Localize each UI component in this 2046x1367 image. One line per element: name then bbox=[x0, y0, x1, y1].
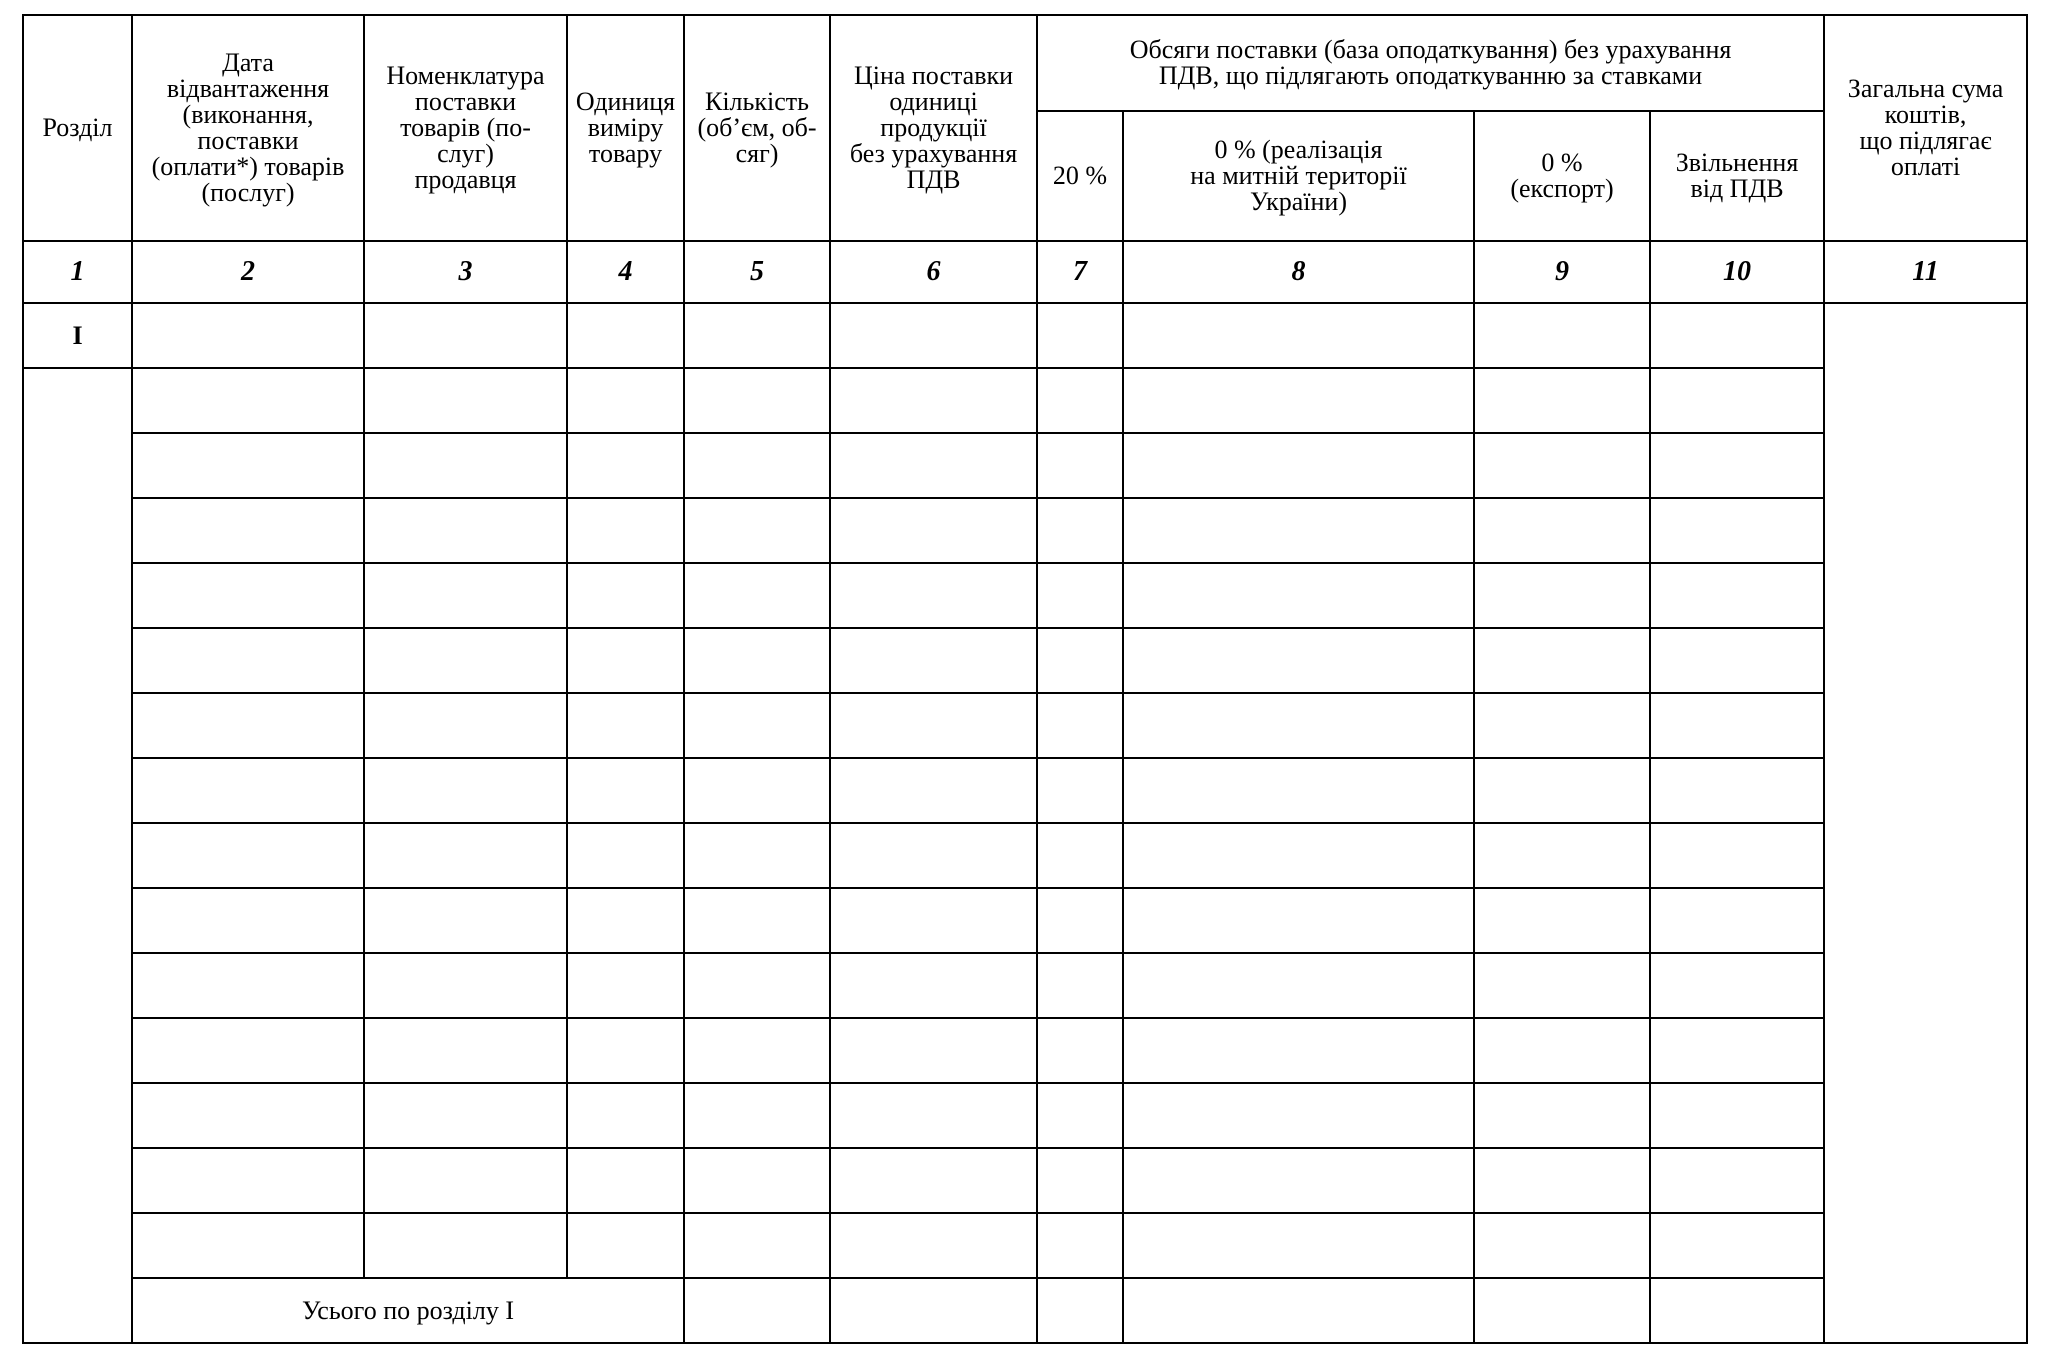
column-number: 11 bbox=[1824, 241, 2027, 303]
table-cell[interactable] bbox=[830, 1018, 1037, 1083]
table-cell[interactable] bbox=[1037, 758, 1123, 823]
table-row bbox=[23, 1018, 2027, 1083]
table-cell[interactable] bbox=[1123, 1148, 1474, 1213]
header-row-top bbox=[23, 15, 2027, 111]
header-stavka-20: 20 % bbox=[1037, 111, 1123, 241]
table-cell[interactable] bbox=[1474, 368, 1650, 433]
table-cell[interactable] bbox=[1037, 1148, 1123, 1213]
table-cell[interactable] bbox=[567, 758, 684, 823]
table-cell[interactable] bbox=[1037, 1018, 1123, 1083]
table-cell[interactable] bbox=[132, 303, 364, 368]
column-number: 3 bbox=[364, 241, 567, 303]
table-cell[interactable] bbox=[567, 1148, 684, 1213]
table-cell[interactable] bbox=[364, 628, 567, 693]
table-cell[interactable] bbox=[1037, 498, 1123, 563]
table-cell[interactable] bbox=[132, 953, 364, 1018]
table-cell[interactable] bbox=[1037, 628, 1123, 693]
table-cell[interactable] bbox=[1650, 563, 1824, 628]
table-cell[interactable] bbox=[567, 1083, 684, 1148]
table-cell[interactable] bbox=[830, 758, 1037, 823]
table-cell[interactable] bbox=[567, 693, 684, 758]
column-number: 10 bbox=[1650, 241, 1824, 303]
table-cell[interactable] bbox=[364, 1018, 567, 1083]
table-cell[interactable] bbox=[1123, 433, 1474, 498]
table-cell[interactable] bbox=[364, 758, 567, 823]
table-cell[interactable] bbox=[567, 563, 684, 628]
column-number-row bbox=[23, 241, 2027, 303]
table-cell[interactable] bbox=[1474, 303, 1650, 368]
table-cell[interactable] bbox=[1037, 823, 1123, 888]
document-table-wrapper bbox=[22, 14, 2026, 1344]
table-cell[interactable] bbox=[132, 693, 364, 758]
total-label: Усього по розділу I bbox=[132, 1278, 684, 1343]
table-cell[interactable] bbox=[830, 498, 1037, 563]
table-row bbox=[23, 433, 2027, 498]
table-cell[interactable] bbox=[567, 498, 684, 563]
table-cell[interactable] bbox=[830, 368, 1037, 433]
column-number: 7 bbox=[1037, 241, 1123, 303]
section-row bbox=[23, 303, 2027, 368]
table-cell[interactable] bbox=[364, 1213, 567, 1278]
table-cell[interactable] bbox=[1123, 628, 1474, 693]
header-tsina: Ціна поставки одиниці продукції без урахування ПДВ bbox=[830, 15, 1037, 241]
table-cell[interactable] bbox=[684, 303, 830, 368]
table-cell[interactable] bbox=[1037, 693, 1123, 758]
tax-invoice-table bbox=[22, 14, 2028, 1344]
table-cell[interactable] bbox=[684, 823, 830, 888]
table-cell[interactable] bbox=[830, 1083, 1037, 1148]
table-row bbox=[23, 563, 2027, 628]
table-cell[interactable] bbox=[1123, 693, 1474, 758]
header-stavka-0-eksport: 0 % (експорт) bbox=[1474, 111, 1650, 241]
table-cell[interactable] bbox=[1474, 498, 1650, 563]
header-odynytsia: Одиниця виміру товару bbox=[567, 15, 684, 241]
table-cell[interactable] bbox=[132, 1148, 364, 1213]
section-label: I bbox=[23, 303, 132, 368]
table-cell[interactable] bbox=[1037, 563, 1123, 628]
column-number: 1 bbox=[23, 241, 132, 303]
table-cell[interactable] bbox=[830, 433, 1037, 498]
table-cell[interactable] bbox=[1474, 888, 1650, 953]
table-cell[interactable] bbox=[132, 823, 364, 888]
table-cell[interactable] bbox=[567, 303, 684, 368]
header-kilkist: Кількість (об’єм, об- сяг) bbox=[684, 15, 830, 241]
column-number: 6 bbox=[830, 241, 1037, 303]
table-cell[interactable] bbox=[1650, 888, 1824, 953]
table-cell[interactable] bbox=[1474, 823, 1650, 888]
table-cell[interactable] bbox=[1650, 303, 1824, 368]
table-cell[interactable] bbox=[1474, 628, 1650, 693]
table-cell[interactable] bbox=[1037, 953, 1123, 1018]
table-cell[interactable] bbox=[1037, 1213, 1123, 1278]
table-cell[interactable] bbox=[1123, 1278, 1474, 1343]
table-cell[interactable] bbox=[567, 368, 684, 433]
table-row bbox=[23, 758, 2027, 823]
table-cell[interactable] bbox=[1650, 498, 1824, 563]
header-data: Дата відвантаження (виконання, поставки (оплати*) товарів (послуг) bbox=[132, 15, 364, 241]
table-cell[interactable] bbox=[830, 563, 1037, 628]
table-cell[interactable] bbox=[684, 1278, 830, 1343]
table-cell[interactable] bbox=[1037, 1278, 1123, 1343]
table-cell[interactable] bbox=[567, 628, 684, 693]
table-row bbox=[23, 628, 2027, 693]
table-cell[interactable] bbox=[132, 498, 364, 563]
table-cell[interactable] bbox=[1123, 953, 1474, 1018]
table-cell[interactable] bbox=[1123, 823, 1474, 888]
table-cell[interactable] bbox=[1474, 563, 1650, 628]
table-cell[interactable] bbox=[830, 888, 1037, 953]
table-cell[interactable] bbox=[1474, 1148, 1650, 1213]
table-cell[interactable] bbox=[1650, 628, 1824, 693]
table-cell[interactable] bbox=[1474, 758, 1650, 823]
table-cell[interactable] bbox=[364, 433, 567, 498]
table-cell[interactable] bbox=[1037, 433, 1123, 498]
table-cell[interactable] bbox=[684, 563, 830, 628]
table-cell[interactable] bbox=[1650, 823, 1824, 888]
table-row bbox=[23, 693, 2027, 758]
header-razdil: Розділ bbox=[23, 15, 132, 241]
table-cell[interactable] bbox=[1474, 1083, 1650, 1148]
table-cell[interactable] bbox=[1474, 1278, 1650, 1343]
table-cell[interactable] bbox=[830, 823, 1037, 888]
table-cell[interactable] bbox=[132, 1213, 364, 1278]
table-cell[interactable] bbox=[1037, 303, 1123, 368]
table-row bbox=[23, 1083, 2027, 1148]
table-cell[interactable] bbox=[684, 498, 830, 563]
total-row bbox=[23, 1278, 2027, 1343]
table-cell[interactable] bbox=[830, 693, 1037, 758]
table-cell[interactable] bbox=[684, 888, 830, 953]
table-cell[interactable] bbox=[567, 888, 684, 953]
table-cell[interactable] bbox=[684, 758, 830, 823]
table-cell[interactable] bbox=[830, 953, 1037, 1018]
header-stavka-0-ukr: 0 % (реалізація на митній території України) bbox=[1123, 111, 1474, 241]
table-cell[interactable] bbox=[1650, 1148, 1824, 1213]
table-cell[interactable] bbox=[830, 1278, 1037, 1343]
table-cell[interactable] bbox=[830, 303, 1037, 368]
table-cell[interactable] bbox=[364, 823, 567, 888]
table-row bbox=[23, 953, 2027, 1018]
table-cell[interactable] bbox=[364, 563, 567, 628]
table-cell[interactable] bbox=[1123, 303, 1474, 368]
table-cell[interactable] bbox=[1650, 1278, 1824, 1343]
table-cell[interactable] bbox=[1037, 888, 1123, 953]
table-cell[interactable] bbox=[132, 563, 364, 628]
table-cell[interactable] bbox=[1650, 1018, 1824, 1083]
table-cell[interactable] bbox=[132, 433, 364, 498]
table-cell[interactable] bbox=[1650, 693, 1824, 758]
table-cell[interactable] bbox=[364, 693, 567, 758]
table-cell[interactable] bbox=[1123, 368, 1474, 433]
table-cell[interactable] bbox=[684, 1148, 830, 1213]
column-number: 4 bbox=[567, 241, 684, 303]
table-cell[interactable] bbox=[1474, 433, 1650, 498]
column-number: 5 bbox=[684, 241, 830, 303]
table-cell[interactable] bbox=[1650, 953, 1824, 1018]
table-cell[interactable] bbox=[684, 953, 830, 1018]
table-cell[interactable] bbox=[364, 368, 567, 433]
table-cell[interactable] bbox=[1474, 693, 1650, 758]
table-cell[interactable] bbox=[684, 693, 830, 758]
table-cell[interactable] bbox=[364, 303, 567, 368]
table-cell[interactable] bbox=[567, 433, 684, 498]
table-cell[interactable] bbox=[684, 1083, 830, 1148]
table-cell[interactable] bbox=[1123, 888, 1474, 953]
table-cell[interactable] bbox=[1650, 368, 1824, 433]
table-cell[interactable] bbox=[1650, 1213, 1824, 1278]
table-cell[interactable] bbox=[132, 368, 364, 433]
table-cell[interactable] bbox=[567, 953, 684, 1018]
table-cell[interactable] bbox=[364, 1148, 567, 1213]
table-cell[interactable] bbox=[1474, 1213, 1650, 1278]
table-row bbox=[23, 498, 2027, 563]
table-cell[interactable] bbox=[1650, 758, 1824, 823]
table-cell[interactable] bbox=[1037, 1083, 1123, 1148]
column-number: 8 bbox=[1123, 241, 1474, 303]
table-cell[interactable] bbox=[132, 888, 364, 953]
razdil-blank-cell bbox=[23, 368, 132, 1343]
table-cell[interactable] bbox=[684, 1018, 830, 1083]
table-cell[interactable] bbox=[132, 628, 364, 693]
table-cell[interactable] bbox=[1650, 433, 1824, 498]
table-cell[interactable] bbox=[1123, 1213, 1474, 1278]
table-cell[interactable] bbox=[830, 1148, 1037, 1213]
table-cell[interactable] bbox=[567, 1018, 684, 1083]
header-obsiahy: Обсяги поставки (база оподаткування) без урахування ПДВ, що підлягають оподаткуванню за ставками bbox=[1037, 15, 1824, 111]
table-cell[interactable] bbox=[1123, 1018, 1474, 1083]
table-cell[interactable] bbox=[684, 628, 830, 693]
table-cell[interactable] bbox=[684, 433, 830, 498]
table-cell[interactable] bbox=[684, 368, 830, 433]
table-cell[interactable] bbox=[1123, 498, 1474, 563]
table-cell[interactable] bbox=[567, 823, 684, 888]
table-row bbox=[23, 368, 2027, 433]
table-cell[interactable] bbox=[1123, 1083, 1474, 1148]
table-row bbox=[23, 1213, 2027, 1278]
table-cell[interactable] bbox=[830, 1213, 1037, 1278]
table-cell[interactable] bbox=[830, 628, 1037, 693]
header-zahalna-suma: Загальна сума коштів, що підлягає оплаті bbox=[1824, 15, 2027, 241]
column-number: 9 bbox=[1474, 241, 1650, 303]
table-cell[interactable] bbox=[132, 1018, 364, 1083]
table-cell[interactable] bbox=[132, 758, 364, 823]
header-nomenklatura: Номенклатура поставки товарів (по- слуг) продавця bbox=[364, 15, 567, 241]
table-cell[interactable] bbox=[1123, 758, 1474, 823]
table-cell[interactable] bbox=[364, 1083, 567, 1148]
table-cell[interactable] bbox=[684, 1213, 830, 1278]
table-cell[interactable] bbox=[364, 498, 567, 563]
table-cell[interactable] bbox=[1474, 1018, 1650, 1083]
table-cell[interactable] bbox=[1474, 953, 1650, 1018]
zahalna-suma-cell[interactable] bbox=[1824, 303, 2027, 1343]
table-cell[interactable] bbox=[132, 1083, 364, 1148]
column-number: 2 bbox=[132, 241, 364, 303]
table-row bbox=[23, 888, 2027, 953]
table-row bbox=[23, 1148, 2027, 1213]
table-row bbox=[23, 823, 2027, 888]
table-cell[interactable] bbox=[364, 953, 567, 1018]
table-cell[interactable] bbox=[1650, 1083, 1824, 1148]
table-cell[interactable] bbox=[567, 1213, 684, 1278]
table-cell[interactable] bbox=[1123, 563, 1474, 628]
table-cell[interactable] bbox=[1037, 368, 1123, 433]
header-zvilnennia: Звільнення від ПДВ bbox=[1650, 111, 1824, 241]
table-cell[interactable] bbox=[364, 888, 567, 953]
